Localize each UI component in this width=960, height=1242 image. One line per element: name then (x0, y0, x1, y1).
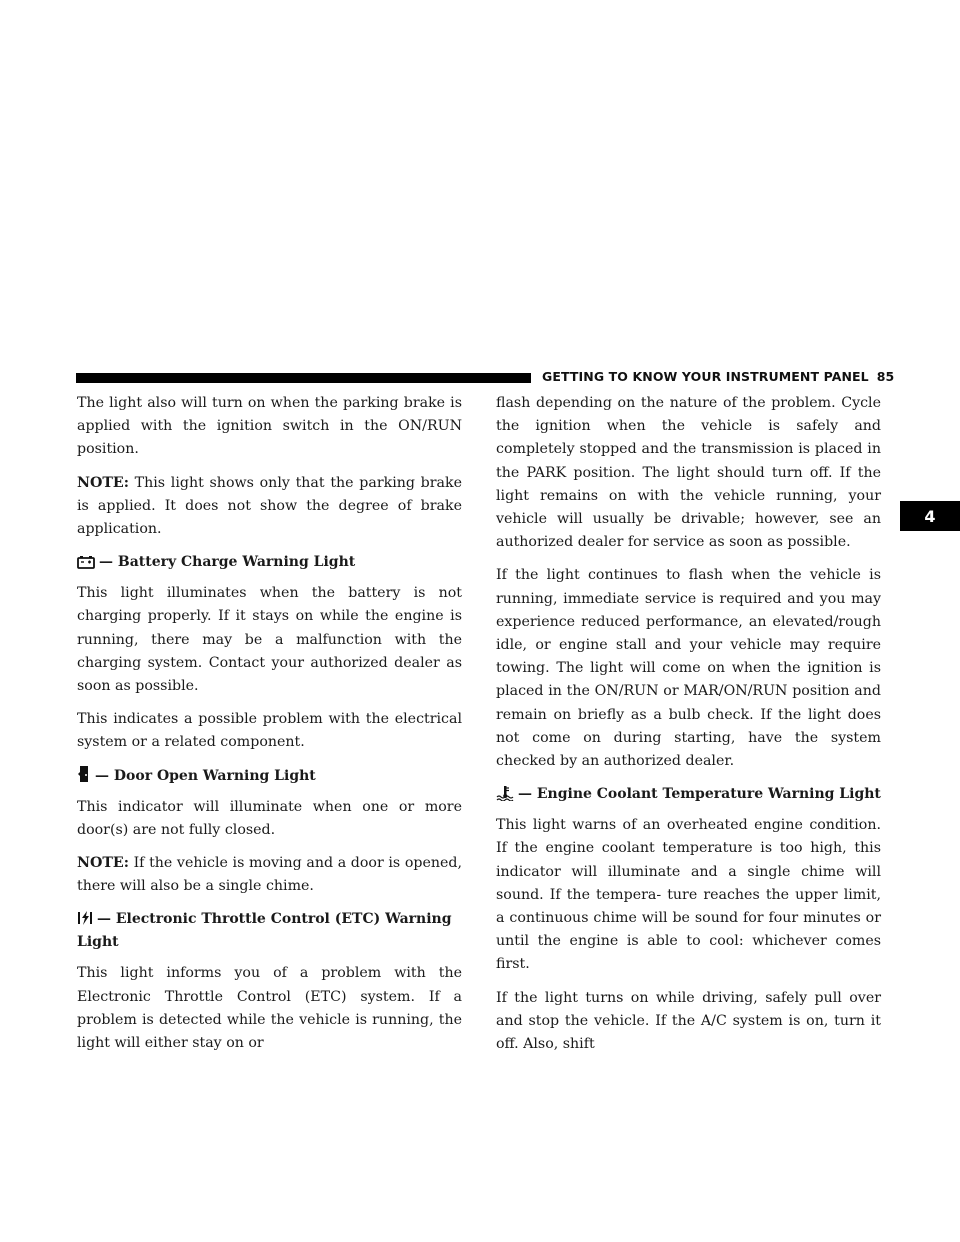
header-bar (76, 373, 531, 383)
note-text: If the vehicle is moving and a door is opened, there will also be a single chime. (77, 855, 462, 895)
coolant-heading (496, 783, 881, 806)
throttle-lightning-icon (77, 910, 93, 926)
door-open-icon (77, 765, 91, 783)
paragraph: The light also will turn on when the parking brake is applied with the ignition switch in the ON/RUN position. (77, 395, 462, 458)
section-title: GETTING TO KNOW YOUR INSTRUMENT PANEL (542, 369, 869, 384)
note-text: This light shows only that the parking brake is applied. It does not show the degree of brake application. (77, 474, 462, 538)
paragraph: This indicates a possible problem with the electrical system or a related component. (77, 711, 462, 751)
chapter-tab: 4 (900, 501, 960, 531)
coolant-temperature-icon (496, 785, 514, 801)
note (77, 472, 462, 542)
paragraph: flash depending on the nature of the problem. Cycle the ignition when the vehicle is safely and completely stopped and the transmission is placed in the PARK position. The light should turn off. If the light remains on with the vehicle running, your vehicle will usually be drivable; however, see an authorized dealer for service as soon as possible. (496, 395, 881, 551)
heading-text: — Electronic Throttle Control (ETC) Warning (97, 911, 452, 928)
paragraph: This light informs you of a problem with the Electronic Throttle Control (ETC) system. If a problem is detected while the vehicle is running, the light will either stay on or (77, 965, 462, 1052)
paragraph: This indicator will illuminate when one or more door(s) are not fully closed. (77, 798, 462, 838)
paragraph: This light warns of an overheated engine condition. If the engine coolant temperature is too high, this indicator will illuminate and a single chime will sound. If the tempera- ture reaches the upper limit, a continuous chime will be sound for four minutes or until the engine is able to cool: whichever comes first. (496, 817, 881, 973)
battery-heading (77, 551, 462, 574)
heading-text: — Door Open Warning Light (95, 767, 316, 784)
page-number: 85 (876, 369, 895, 384)
left-column (77, 392, 462, 1065)
paragraph: If the light turns on while driving, safely pull over and stop the vehicle. If the A/C system is on, turn it off. Also, shift (496, 989, 881, 1053)
paragraph: If the light continues to flash when the vehicle is running, immediate service is required and you may experience reduced performance, an elevated/rough idle, or engine stall and your vehicle may require towing. The light will come on when the ignition is placed in the ON/RUN or MAR/ON/RUN position and remain on briefly as a bulb check. If the light does not come on during starting, have the system checked by an authorized dealer. (496, 567, 881, 770)
paragraph: This light illuminates when the battery is not charging properly. If it stays on while the engine is running, there may be a malfunction with the charging system. Contact your authorized dealer as soon as possible. (77, 585, 462, 695)
running-header (542, 369, 895, 384)
note-label: NOTE: (77, 855, 129, 872)
battery-icon (77, 555, 95, 569)
right-column (496, 392, 881, 1066)
heading-text: — Engine Coolant Temperature Warning Light (518, 786, 881, 803)
note (77, 852, 462, 898)
door-heading (77, 765, 462, 788)
heading-text-line2: Light (77, 934, 119, 951)
heading-text: — Battery Charge Warning Light (99, 554, 356, 571)
etc-heading (77, 908, 462, 954)
note-label: NOTE: (77, 474, 129, 491)
